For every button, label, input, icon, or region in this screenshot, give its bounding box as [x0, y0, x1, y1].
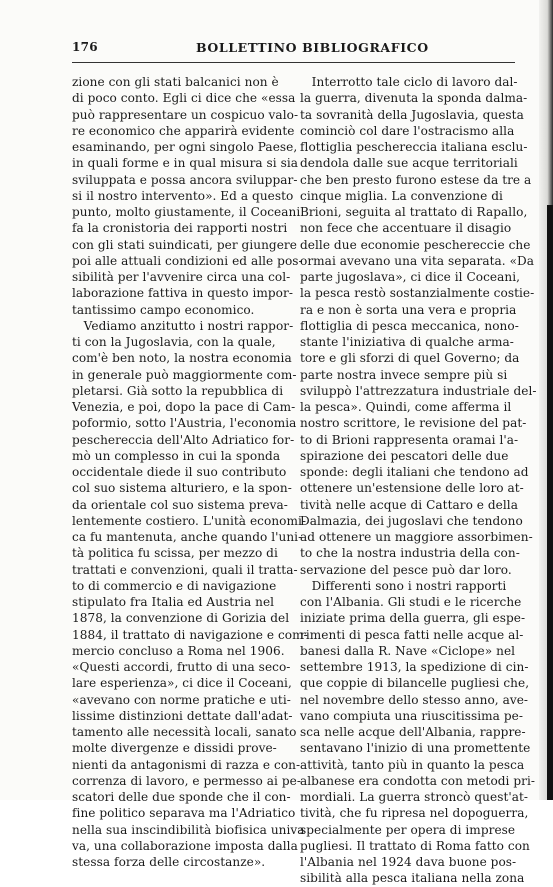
text-line: mò un complesso in cui la sponda: [72, 448, 281, 463]
text-line: nella sua inscindibilità biofisica univa: [72, 822, 305, 837]
text-line: spirazione dei pescatori delle due: [300, 448, 509, 463]
text-line: si il nostro intervento». Ed a questo: [72, 188, 294, 203]
left-text-column: [72, 74, 308, 870]
text-line: poi alle attuali condizioni ed alle pos-: [72, 253, 303, 268]
text-line: lentemente costiero. L'unità economi-: [72, 513, 307, 528]
text-line: com'è ben noto, la nostra economia: [72, 351, 292, 366]
text-line: lissime distinzioni dettate dall'adat-: [72, 708, 293, 723]
text-line: re economico che apparirà evidente: [72, 123, 295, 138]
text-line: Brioni, seguita al trattato di Rapallo,: [300, 205, 528, 219]
text-line: settembre 1913, la spedizione di cin-: [300, 660, 529, 674]
text-line: ad ottenere un maggiore assorbimen-: [300, 530, 533, 544]
text-line: vano compiuta una riuscitissima pe-: [300, 708, 523, 723]
text-line: col suo sistema alturiero, e la spon-: [72, 481, 292, 496]
text-line: molte divergenze e dissidi prove-: [72, 741, 277, 756]
text-line: laborazione fattiva in questo impor-: [72, 286, 293, 301]
text-line: poformio, sotto l'Austria, l'economia: [72, 416, 297, 431]
text-line: sentavano l'inizio di una promettente: [300, 741, 531, 756]
text-line: può rappresentare un cospicuo valo-: [72, 107, 299, 122]
text-line: sviluppata e possa ancora sviluppar-: [72, 172, 298, 187]
text-line: la pesca». Quindi, come afferma il: [300, 400, 512, 414]
text-line: pletarsi. Già sotto la repubblica di: [72, 383, 284, 398]
text-line: Venezia, e poi, dopo la pace di Cam-: [72, 400, 296, 414]
text-line: nel novembre dello stesso anno, ave-: [300, 692, 529, 707]
text-line: non fece che accentuare il disagio: [300, 221, 512, 236]
text-line: tà politica fu scissa, per mezzo di: [72, 546, 278, 561]
text-line: la guerra, divenuta la sponda dalma-: [300, 91, 528, 106]
text-line: 1878, la convenzione di Gorizia del: [72, 611, 290, 626]
text-line: nienti da antagonismi di razza e con-: [72, 757, 301, 772]
text-line: tore e gli sforzi di quel Governo; da: [300, 351, 520, 366]
text-line: l'Albania nel 1924 dava buone pos-: [300, 855, 517, 869]
text-line: ra e non è sorta una vera e propria: [300, 302, 517, 317]
text-line: ca fu mantenuta, anche quando l'uni-: [72, 530, 303, 544]
text-line: tamento alle necessità locali, sanato: [72, 725, 297, 739]
text-line: tività, che fu ripresa nel dopoguerra,: [300, 806, 529, 821]
text-line: stessa forza delle circostanze».: [72, 855, 266, 869]
text-line: to di commercio e di navigazione: [72, 578, 277, 593]
text-line: flottiglia di pesca meccanica, nono-: [300, 318, 519, 333]
text-line: fa la cronistoria dei rapporti nostri: [72, 221, 288, 236]
text-line: banesi dalla R. Nave «Ciclope» nel: [300, 643, 516, 658]
text-line: punto, molto giustamente, il Coceani: [72, 205, 301, 219]
text-line: que coppie di bilancelle pugliesi che,: [300, 676, 530, 691]
text-line: flottiglia peschereccia italiana esclu-: [300, 140, 528, 154]
text-line: con gli stati suindicati, per giungere: [72, 237, 297, 252]
text-line: zione con gli stati balcanici non è: [72, 75, 279, 89]
text-line: con l'Albania. Gli studi e le ricerche: [300, 595, 522, 609]
text-line: in generale può maggiormente com-: [72, 367, 297, 382]
text-line: esaminando, per ogni singolo Paese,: [72, 140, 298, 154]
page-number: 176: [72, 40, 98, 54]
text-line: di poco conto. Egli ci dice che «essa: [72, 91, 296, 106]
text-line: servazione del pesce può dar loro.: [300, 562, 512, 577]
text-line: tività nelle acque di Cattaro e della: [300, 497, 518, 512]
text-line: da orientale col suo sistema preva-: [72, 497, 288, 512]
text-line: «Questi accordi, frutto di una seco-: [72, 660, 291, 674]
text-line: rimenti di pesca fatti nelle acque al-: [300, 627, 524, 642]
text-line: ti con la Jugoslavia, con la quale,: [72, 335, 276, 349]
text-line: sibilità per l'avvenire circa una col-: [72, 270, 291, 284]
page-header: [72, 40, 515, 60]
header-rule: [72, 62, 515, 63]
running-title: BOLLETTINO BIBLIOGRAFICO: [196, 40, 429, 55]
text-line: nostro scrittore, le revisione del pat-: [300, 416, 527, 431]
text-line: peschereccia dell'Alto Adriatico for-: [72, 432, 295, 447]
text-line: scatori delle due sponde che il con-: [72, 790, 291, 804]
text-line: ormai avevano una vita separata. «Da: [300, 253, 535, 268]
text-line: mercio concluso a Roma nel 1906.: [72, 643, 285, 658]
text-line: to di Brioni rappresenta oramai l'a-: [300, 432, 519, 447]
text-line: dendola dalle sue acque territoriali: [300, 156, 518, 171]
text-line: cinque miglia. La convenzione di: [300, 188, 503, 203]
text-line: delle due economie peschereccie che: [300, 237, 531, 252]
text-line: mordiali. La guerra stroncò quest'at-: [300, 790, 529, 804]
text-line: la pesca restò sostanzialmente costie-: [300, 286, 535, 301]
text-line: occidentale diede il suo contributo: [72, 465, 287, 479]
text-line: cominciò col dare l'ostracismo alla: [300, 123, 515, 138]
text-line: in quali forme e in qual misura si sia: [72, 156, 299, 171]
text-line: Differenti sono i nostri rapporti: [300, 578, 507, 593]
text-line: Vediamo anzitutto i nostri rappor-: [72, 318, 294, 333]
text-line: correnza di lavoro, e permesso ai pe-: [72, 773, 301, 788]
text-line: stante l'iniziativa di qualche arma-: [300, 335, 514, 349]
text-line: ta sovranità della Jugoslavia, questa: [300, 107, 524, 122]
right-text-column: [300, 74, 537, 887]
text-line: va, una collaborazione imposta dalla: [72, 838, 298, 853]
text-line: albanese era condotta con metodi pri-: [300, 773, 536, 788]
text-line: sca nelle acque dell'Albania, rappre-: [300, 725, 526, 739]
text-line: fine politico separava ma l'Adriatico: [72, 806, 296, 821]
text-line: 1884, il trattato di navigazione e com-: [72, 627, 308, 642]
text-line: sponde: degli italiani che tendono ad: [300, 465, 529, 479]
text-line: attività, tanto più in quanto la pesca: [300, 757, 525, 772]
text-line: iniziate prima della guerra, gli espe-: [300, 611, 526, 626]
text-line: ottenere un'estensione delle loro at-: [300, 481, 524, 496]
text-line: pugliesi. Il trattato di Roma fatto con: [300, 838, 530, 853]
text-line: stipulato fra Italia ed Austria nel: [72, 595, 275, 609]
page-edge-dark: [547, 205, 553, 800]
text-line: «avevano con norme pratiche e uti-: [72, 692, 291, 707]
text-line: lare esperienza», ci dice il Coceani,: [72, 676, 292, 691]
text-line: Interrotto tale ciclo di lavoro dal-: [300, 75, 518, 89]
text-line: parte nostra invece sempre più si: [300, 367, 508, 382]
text-line: sibilità alla pesca italiana nella zona: [300, 871, 525, 886]
text-line: che ben presto furono estese da tre a: [300, 172, 532, 187]
text-line: Dalmazia, dei jugoslavi che tendono: [300, 513, 523, 528]
text-line: specialmente per opera di imprese: [300, 822, 516, 837]
text-line: to che la nostra industria della con-: [300, 546, 520, 561]
text-line: sviluppò l'attrezzatura industriale del-: [300, 383, 537, 398]
text-line: parte jugoslava», ci dice il Coceani,: [300, 270, 521, 284]
text-line: tantissimo campo economico.: [72, 302, 255, 317]
text-line: trattati e convenzioni, quali il tratta-: [72, 562, 298, 577]
